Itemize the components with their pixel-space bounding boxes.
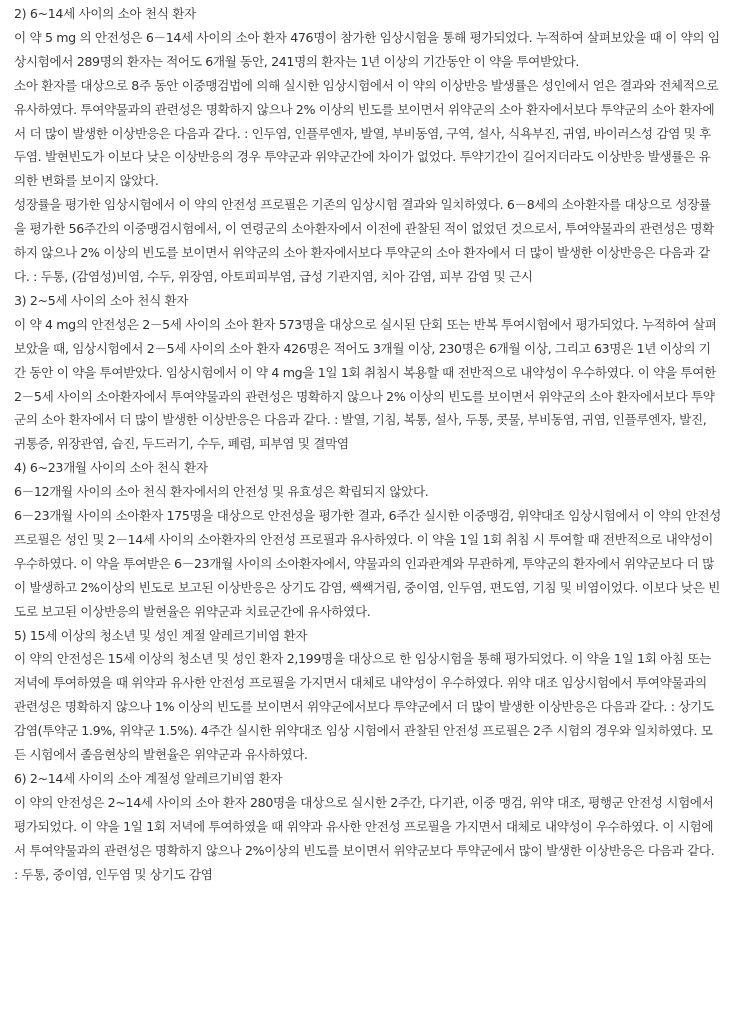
paragraph: 소아 환자를 대상으로 8주 동안 이중맹검법에 의해 실시한 임상시험에서 이 약의 이상반응 발생률은 성인에서 얻은 결과와 전체적으로 유사하였다. 투여약물과의 관련성은 명확하지 않으나 2% 이상의 빈도를 보이면서 위약군의 소아 환자에서보다 투약군의 소아 환자에서 더 많이 발생한 이상반응은 다음과 같다. : 인두염, 인플루엔자, 발열, 부비동염, 구역, 설사, 식욕부진, 귀염, 바이러스성 감염 및 후두염. 발현빈도가 이보다 낮은 이상반응의 경우 투약군과 위약군간에 차이가 없었다. 투약기간이 길어지더라도 이상반응 발생률은 유의한 변화를 보이지 않았다. (14, 77, 719, 189)
paragraph: 이 약의 안전성은 15세 이상의 청소년 및 성인 환자 2,199명을 대상으로 한 임상시험을 통해 평가되었다. 이 약을 1일 1회 아침 또는 저녁에 투여하였을 때 위약과 유사한 안전성 프로필을 가지면서 대체로 내약성이 우수하였다. 위약 대조 임상시험에서 투여약물과의 관련성은 명확하지 않으나 1% 이상의 빈도를 보이면서 위약군에서보다 투약군에서 더 많이 발생한 이상반응은 다음과 같다. : 상기도 감염(투약군 1.9%, 위약군 1.5%). 4주간 실시한 위약대조 임상 시험에서 관찰된 안전성 프로필은 2주 시험의 경우와 일치하였다. 모든 시험에서 졸음현상의 발현율은 위약군과 유사하였다. (14, 651, 714, 763)
section-heading: 3) 2~5세 사이의 소아 천식 환자 (14, 292, 189, 308)
paragraph: 6－12개월 사이의 소아 천식 환자에서의 안전성 및 유효성은 확립되지 않았다. (14, 484, 429, 500)
paragraph: 성장률을 평가한 임상시험에서 이 약의 안전성 프로필은 기존의 임상시험 결과와 일치하였다. 6－8세의 소아환자를 대상으로 성장률을 평가한 56주간의 이중맹검시험에서, 이 연령군의 소아환자에서 이전에 관찰된 적이 없었던 것으로서, 투여약물과의 관련성은 명확하지 않으나 2% 이상의 빈도를 보이면서 위약군의 소아 환자에서보다 투약군의 소아 환자에서 더 많이 발생한 이상반응은 다음과 같다. : 두통, (감염성)비염, 수두, 위장염, 아토피피부염, 급성 기관지염, 치아 감염, 피부 감염 및 근시 (14, 197, 715, 284)
section-pediatric-asthma-6-23-months (14, 456, 721, 623)
section-heading: 6) 2~14세 사이의 소아 계절성 알레르기비염 환자 (14, 771, 283, 786)
section-heading: 4) 6~23개월 사이의 소아 천식 환자 (14, 460, 208, 476)
paragraph: 이 약의 안전성은 2~14세 사이의 소아 환자 280명을 대상으로 실시한 2주간, 다기관, 이중 맹검, 위약 대조, 평행군 안전성 시험에서 평가되었다. 이 약을 1일 1회 저녁에 투여하였을 때 위약과 유사한 안전성 프로필을 가지면서 대체로 내약성이 우수하였다. 이 시험에서 투여약물과의 관련성은 명확하지 않으나 2%이상의 빈도를 보이면서 위약군보다 투약군에서 많이 발생한 이상반응은 다음과 같다. : 두통, 중이염, 인두염 및 상기도 감염 (14, 794, 715, 882)
paragraph: 6－23개월 사이의 소아환자 175명을 대상으로 안전성을 평가한 결과, 6주간 실시한 이중맹검, 위약대조 임상시험에서 이 약의 안전성 프로필은 성인 및 2－14세 사이의 소아환자의 안전성 프로필과 유사하였다. 이 약을 1일 1회 취침 시 투여할 때 전반적으로 내약성이 우수하였다. 이 약을 투여받은 6－23개월 사이의 소아환자에서, 약물과의 인과관계와 무관하게, 투약군의 환자에서 위약군보다 더 많이 발생하고 2%이상의 빈도로 보고된 이상반응은 상기도 감염, 쌕쌕거림, 중이염, 인두염, 편도염, 기침 및 비염이었다. 이보다 낮은 빈도로 보고된 이상반응의 발현율은 위약군과 치료군간에 유사하였다. (14, 508, 721, 619)
section-seasonal-allergic-rhinitis-15-plus (14, 624, 721, 767)
section-heading: 5) 15세 이상의 청소년 및 성인 계절 알레르기비염 환자 (14, 627, 308, 643)
section-seasonal-allergic-rhinitis-2-14 (14, 767, 721, 887)
section-pediatric-asthma-6-14 (14, 2, 721, 289)
section-pediatric-asthma-2-5 (14, 289, 721, 456)
paragraph: 이 약 4 mg의 안전성은 2－5세 사이의 소아 환자 573명을 대상으로 실시된 단회 또는 반복 투여시험에서 평가되었다. 누적하여 살펴보았을 때, 임상시험에서 2－5세 사이의 소아 환자 426명은 적어도 3개월 이상, 230명은 6개월 이상, 그리고 63명은 1년 이상의 기간 동안 이 약을 투여받았다. 임상시험에서 이 약 4 mg을 1일 1회 취침시 복용할 때 전반적으로 내약성이 우수하였다. 이 약을 투여한 2－5세 사이의 소아환자에서 투여약물과의 관련성은 명확하지 않으나 2% 이상의 빈도를 보이면서 위약군의 소아 환자에서보다 투약군의 소아 환자에서 더 많이 발생한 이상반응은 다음과 같다. : 발열, 기침, 복통, 설사, 두통, 콧물, 부비동염, 귀염, 인플루엔자, 발진, 귀통증, 위장관염, 습진, 두드러기, 수두, 폐렴, 피부염 및 결막염 (14, 316, 717, 452)
section-heading: 2) 6~14세 사이의 소아 천식 환자 (14, 6, 196, 21)
paragraph: 이 약 5 mg 의 안전성은 6－14세 사이의 소아 환자 476명이 참가한 임상시험을 통해 평가되었다. 누적하여 살펴보았을 때 이 약의 임상시험에서 289명의 환자는 적어도 6개월 동안, 241명의 환자는 1년 이상의 기간동안 이 약을 투여받았다. (14, 29, 720, 69)
